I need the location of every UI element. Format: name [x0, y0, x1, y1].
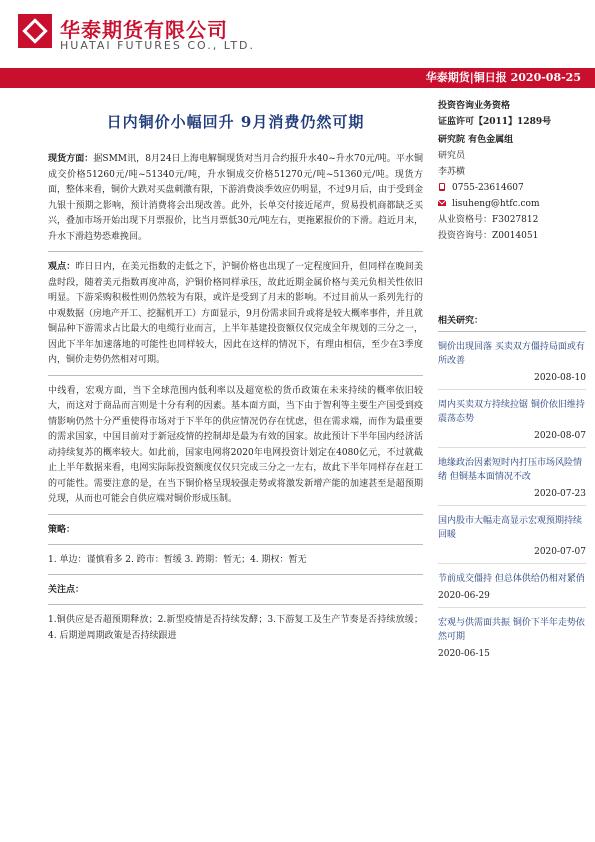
strategy-text: 1. 单边：谨慎看多 2. 跨市：暂缓 3. 跨期：暂无；4. 期权：暂无: [48, 554, 307, 565]
section-midterm: [48, 384, 423, 508]
related-date: 2020-07-23: [534, 489, 586, 499]
related-item[interactable]: [438, 514, 586, 564]
divider: [48, 375, 423, 376]
related-title[interactable]: 宏观与供需面共振 铜价下半年走势依然可期: [438, 618, 585, 642]
divider: [438, 563, 586, 564]
divider: [48, 544, 423, 545]
divider: [438, 607, 586, 608]
phone-icon: [438, 183, 446, 191]
company-name-en: HUATAI FUTURES CO., LTD.: [60, 39, 256, 52]
related-item[interactable]: [438, 398, 586, 448]
huatai-logo-icon: [18, 14, 52, 48]
related-date: 2020-08-07: [534, 431, 586, 441]
section-view: [48, 260, 423, 369]
divider: [48, 574, 423, 575]
institute-text: 研究院 有色金属组: [438, 135, 514, 145]
role-text: 研究员: [438, 151, 466, 161]
section-midterm-text: 中线看，宏观方面，当下全球范围内低利率以及超宽松的货币政策在未来持续的概率依旧较大，而这对于商品而言则是十分有利的因素。基本面方面，当下由于智利等主要生产国受到疫情影响仍然十分严重使得市场对于下半年的供应情况仍存在忧虑，但在需求端，而作为最重要的需求国家，中国目前对于新冠疫情的控制却是最为有效的国家。故此预计下半年国内经济活动持续复苏的概率较大。如此前，国家电网将2020年电网投资计划定在4080亿元，不过就截止上半年数据来看，电网实际际投资额度仅仅只完成三分之一左右，故此下半年同样存在赶工的可能性。需要注意的是，在当下铜价格呈现较强走势或将激发新增产能的加速甚至是超预期兑现，从而也可能会自供应端对铜价形成压制。: [48, 385, 423, 504]
related-research-head: 相关研究：: [438, 314, 586, 332]
qualification-text: 投资咨询业务资格: [438, 101, 511, 111]
divider: [438, 505, 586, 506]
email-link[interactable]: lisuheng@htfc.com: [452, 199, 540, 209]
company-name-cn: 华泰期货有限公司: [60, 18, 228, 42]
related-item[interactable]: [438, 340, 586, 390]
related-title[interactable]: 国内股市大幅走高显示宏观预期持续回暖: [438, 516, 583, 540]
article-title: 日内铜价小幅回升 9月消费仍然可期: [106, 113, 365, 131]
divider: [438, 447, 586, 448]
divider: [438, 389, 586, 390]
related-title[interactable]: 地缘政治因素短时内打压市场风险情绪 但铜基本面情况不改: [438, 458, 583, 482]
consult-number: 投资咨询号：Z0014051: [438, 231, 539, 241]
report-header: [0, 0, 595, 68]
divider: [48, 514, 423, 515]
related-item[interactable]: [438, 616, 586, 661]
related-item[interactable]: [438, 456, 586, 506]
related-date: 2020-06-15: [438, 649, 490, 659]
divider: [48, 604, 423, 605]
section-spot: [48, 152, 423, 245]
analyst-name: 李苏横: [438, 167, 466, 177]
related-date: 2020-06-29: [438, 591, 490, 601]
report-banner: 华泰期货|铜日报 2020-08-25: [0, 68, 595, 88]
section-view-text: 昨日日内，在美元指数的走低之下，沪铜价格也出现了一定程度回升，但同样在晚间美盘时段，随着美元指数再度冲高，沪铜价格同样承压，故此近期金属价格与美元负相关性依旧明显。下游采购积极性则仍然较为有限，或许是受到了月末的影响。不过目前从一系列先行的中观数据（房地产开工、挖掘机开工）方面显示，9月份需求回升或将是较大概率事件，并且就铜品种下游需求占比最大的电缆行业而言，上半年基建投资额仅仅完成全年规划的三分之一，因此下半年加速落地的可能性也同样较大，因此在这样的情况下，有理由相信，至少在3季度内，铜价走势仍然相对可期。: [48, 262, 423, 365]
license-text: 证监许可【2011】1289号: [438, 117, 552, 127]
related-item[interactable]: [438, 572, 586, 608]
related-date: 2020-08-10: [534, 373, 586, 383]
section-spot-head: 现货方面：: [48, 154, 94, 164]
divider: [48, 251, 423, 252]
email-icon: [438, 199, 446, 207]
phone-text: 0755-23614607: [452, 183, 524, 193]
strategy-head: 策略：: [48, 524, 76, 535]
focus-head: 关注点：: [48, 585, 85, 595]
related-date: 2020-07-07: [534, 547, 586, 557]
article-body: [48, 95, 423, 644]
practice-number: 从业资格号：F3027812: [438, 215, 539, 225]
section-view-head: 观点：: [48, 262, 76, 272]
section-spot-text: 据SMM讯，8月24日上海电解铜现货对当月合约报升水40~升水70元/吨。平水铜成交价格51260元/吨~51340元/吨，升水铜成交价格51270元/吨~51360元/吨。现货方面，整体来看，铜价大跌对买盘刺激有限，下游消费淡季效应仍明显，不过9月后，由于受到金九银十预期之影响，预计消费将会出现改善。此外，长单交付接近尾声，贸易投机商都缺乏买兴，叠加市场开始出现下月票报价，比当月票低30元/吨左右，更拖累报价的下滑。趋近月末，升水下滑趋势恐难挽回。: [48, 154, 423, 242]
email-row: [438, 196, 586, 212]
related-title[interactable]: 铜价出现回落 买卖双方僵持局面或有所改善: [438, 342, 585, 366]
related-title[interactable]: 节前成交僵持 但总体供给仍相对紧俏: [438, 574, 585, 584]
phone-row: [438, 180, 586, 196]
focus-text: 1.铜供应是否超预期释放；2.新型疫情是否持续发酵；3.下游复工及生产节奏是否持续放缓；4. 后期逆周期政策是否持续跟进: [48, 615, 423, 641]
sidebar: [438, 98, 586, 661]
related-title[interactable]: 周内买卖双方持续拉锯 铜价依旧维持震荡态势: [438, 400, 585, 424]
